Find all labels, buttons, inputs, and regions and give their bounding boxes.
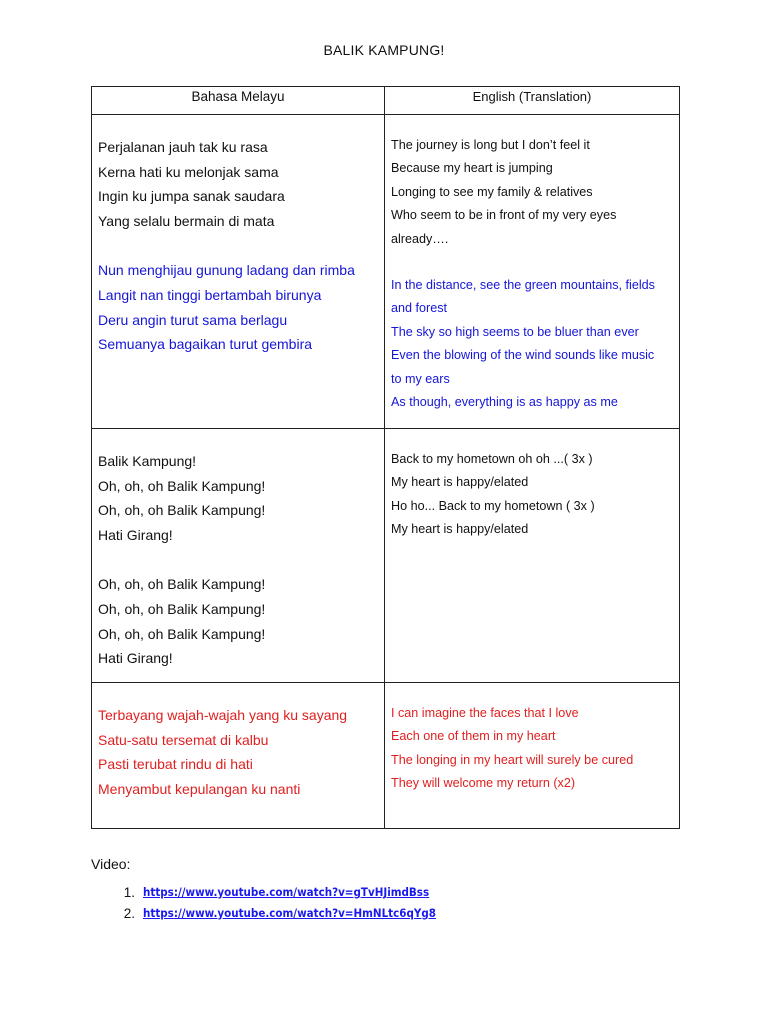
malay-lyric-line: Oh, oh, oh Balik Kampung! <box>98 625 266 642</box>
malay-lyrics-cell <box>92 429 385 683</box>
english-lyric-line: Ho ho... Back to my hometown ( 3x ) <box>391 498 595 513</box>
video-label: Video: <box>91 856 131 872</box>
english-lyric-line: My heart is happy/elated <box>391 475 529 490</box>
english-lyric-line: The sky so high seems to be bluer than ever <box>391 324 639 339</box>
malay-lyric-line: Pasti terubat rindu di hati <box>98 756 253 773</box>
malay-lyric-line: Balik Kampung! <box>98 453 197 469</box>
malay-lyric-line: Oh, oh, oh Balik Kampung! <box>98 576 266 593</box>
english-translation-cell <box>385 115 680 429</box>
video-link-list <box>91 882 436 924</box>
english-lyric-line: The longing in my heart will surely be cured <box>391 752 634 767</box>
list-number: 1. <box>123 885 135 900</box>
malay-lyric-line: Deru angin turut sama berlagu <box>98 311 288 328</box>
video-link-item <box>91 882 436 903</box>
lyrics-table <box>91 86 680 829</box>
malay-lyric-line: Yang selalu bermain di mata <box>98 212 275 229</box>
malay-lyric-line: Satu-satu tersemat di kalbu <box>98 731 269 748</box>
list-number: 2. <box>123 906 135 921</box>
youtube-link[interactable]: https://www.youtube.com/watch?v=HmNLtc6qYg8 <box>143 906 436 920</box>
malay-lyric-line: Kerna hati ku melonjak sama <box>98 163 279 180</box>
english-lyric-line: Longing to see my family & relatives <box>391 184 593 199</box>
english-lyric-line: and forest <box>391 301 448 316</box>
stanza-gap <box>98 547 378 572</box>
english-lyric-line: Each one of them in my heart <box>391 729 556 744</box>
english-lyric-line: The journey is long but I don’t feel it <box>391 138 590 152</box>
lyrics-row <box>92 429 680 683</box>
malay-lyrics-cell <box>92 115 385 429</box>
malay-lyric-line: Ingin ku jumpa sanak saudara <box>98 188 285 205</box>
english-lyric-line: My heart is happy/elated <box>391 522 529 537</box>
english-lyric-line: to my ears <box>391 371 450 386</box>
malay-lyrics-cell <box>92 683 385 829</box>
stanza-gap <box>391 251 673 274</box>
english-lyric-line: Who seem to be in front of my very eyes <box>391 208 617 223</box>
english-lyric-line: They will welcome my return (x2) <box>391 776 576 791</box>
malay-lyric-line: Perjalanan jauh tak ku rasa <box>98 139 268 155</box>
table-header-row <box>92 87 680 115</box>
malay-lyric-line: Nun menghijau gunung ladang dan rimba <box>98 262 355 279</box>
malay-lyric-line: Oh, oh, oh Balik Kampung! <box>98 502 266 519</box>
english-lyric-line: already…. <box>391 231 449 246</box>
english-translation-cell <box>385 429 680 683</box>
english-lyric-line: In the distance, see the green mountains, fields <box>391 278 655 293</box>
english-translation-cell <box>385 683 680 829</box>
malay-lyric-line: Oh, oh, oh Balik Kampung! <box>98 600 266 617</box>
malay-lyric-line: Langit nan tinggi bertambah birunya <box>98 286 322 303</box>
malay-lyric-line: Hati Girang! <box>98 650 173 667</box>
english-lyric-line: I can imagine the faces that I love <box>391 706 579 720</box>
lyrics-body <box>92 115 680 829</box>
english-lyric-line: Because my heart is jumping <box>391 161 553 176</box>
header-english: English (Translation) <box>385 87 680 115</box>
lyrics-row <box>92 115 680 429</box>
stanza-gap <box>98 233 378 258</box>
english-lyric-line: Back to my hometown oh oh ...( 3x ) <box>391 452 593 466</box>
video-link-item <box>91 903 436 924</box>
malay-lyric-line: Hati Girang! <box>98 526 173 543</box>
malay-lyric-line: Terbayang wajah-wajah yang ku sayang <box>98 707 348 723</box>
document-title: BALIK KAMPUNG! <box>323 42 445 58</box>
malay-lyric-line: Semuanya bagaikan turut gembira <box>98 336 313 353</box>
english-lyric-line: Even the blowing of the wind sounds like music <box>391 348 655 363</box>
malay-lyric-line: Oh, oh, oh Balik Kampung! <box>98 477 266 494</box>
english-lyric-line: As though, everything is as happy as me <box>391 395 618 410</box>
header-malay: Bahasa Melayu <box>92 87 385 115</box>
youtube-link[interactable]: https://www.youtube.com/watch?v=gTvHJimdBss <box>143 885 430 899</box>
malay-lyric-line: Menyambut kepulangan ku nanti <box>98 780 301 797</box>
lyrics-row <box>92 683 680 829</box>
